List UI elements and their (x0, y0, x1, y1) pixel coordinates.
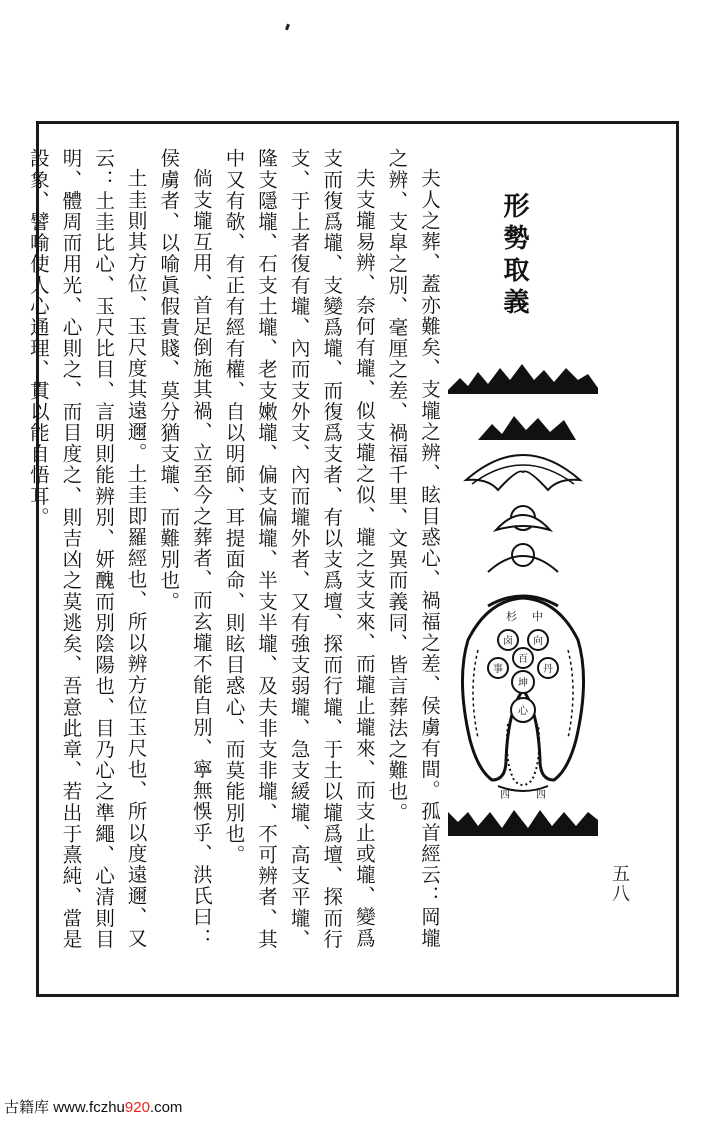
diagram-label-bottom-2: 四 (536, 790, 546, 801)
diagram-label-core-4: 事 (493, 664, 503, 675)
site-name: 古籍库 (4, 1099, 50, 1116)
diagram-label-top-1: 杉 (506, 610, 517, 623)
speck-mark (285, 24, 290, 31)
paragraph-2: 夫支壠易辨、奈何有壠、似支壠之似、壠之支支來、而壠止壠來、而支止或壠、變爲支而復爲壠、支變爲壠、而復爲支者、有以支爲壇、探而行壠、于土以壠爲壇、探而行支、于上者復有壠、內而支外支、內而壠外者、又有強支弱壠、急支緩壠、高支平壠、隆支隱壠、石支土壠、老支嫩壠、偏支偏壠、半支半壠、及夫非支非壠、不可辨者、其中又有欹、有正有經有權、自以明師、耳提面命、則眩目惑心、而莫能別也。 (222, 148, 376, 950)
footer-watermark[interactable] (4, 1096, 182, 1117)
paragraph-1: 夫人之葬、蓋亦難矣、支壠之辨、眩目惑心、禍福之差、侯虜有間。孤首經云：岡壠之辨、支皐之別、毫厘之差、禍福千里、文異而義同、皆言葬法之難也。 (385, 148, 441, 949)
diagram-label-core-6: 坤 (518, 678, 528, 689)
diagram-label-core-3: 百 (518, 654, 528, 665)
page-number: 五八 (609, 864, 630, 904)
chapter-title: 形勢取義 (499, 192, 529, 320)
diagram-label-bottom-1: 四 (500, 790, 510, 801)
diagram-label-core-7: 心 (518, 706, 528, 717)
site-url-prefix[interactable]: www.fczhu (53, 1099, 125, 1116)
diagram-label-core-5: 丹 (543, 664, 553, 675)
site-url-number[interactable]: 920 (124, 1099, 150, 1116)
paragraph-3: 倘支壠互用、首足倒施其禍、立至今之葬者、而玄壠不能自別、寧無悞乎、洪氏曰：侯虜者、以喻眞假貴賤、莫分猶支壠、而難別也。 (157, 148, 213, 949)
diagram-label-core-1: 卤 (503, 636, 513, 647)
paragraph-4: 土圭則其方位、玉尺度其遠邇。土圭即羅經也、所以辨方位玉尺也、所以度遠邇、又云：土圭比心、玉尺比目、言明則能辨別、妍醜而別陰陽也、目乃心之準繩、心清則目明、體周而用光、心則之、而目度之、則吉凶之莫逃矣、吾意此章、若出于熹純、當是設象、譬喻使人心通理、貫以能自悟耳。 (26, 148, 148, 950)
site-url-suffix[interactable]: .com (149, 1099, 183, 1116)
diagram-label-core-2: 向 (533, 636, 543, 647)
diagram-label-top-2: 中 (532, 610, 543, 623)
body-text (26, 148, 445, 968)
mountain-diagram (448, 350, 598, 850)
